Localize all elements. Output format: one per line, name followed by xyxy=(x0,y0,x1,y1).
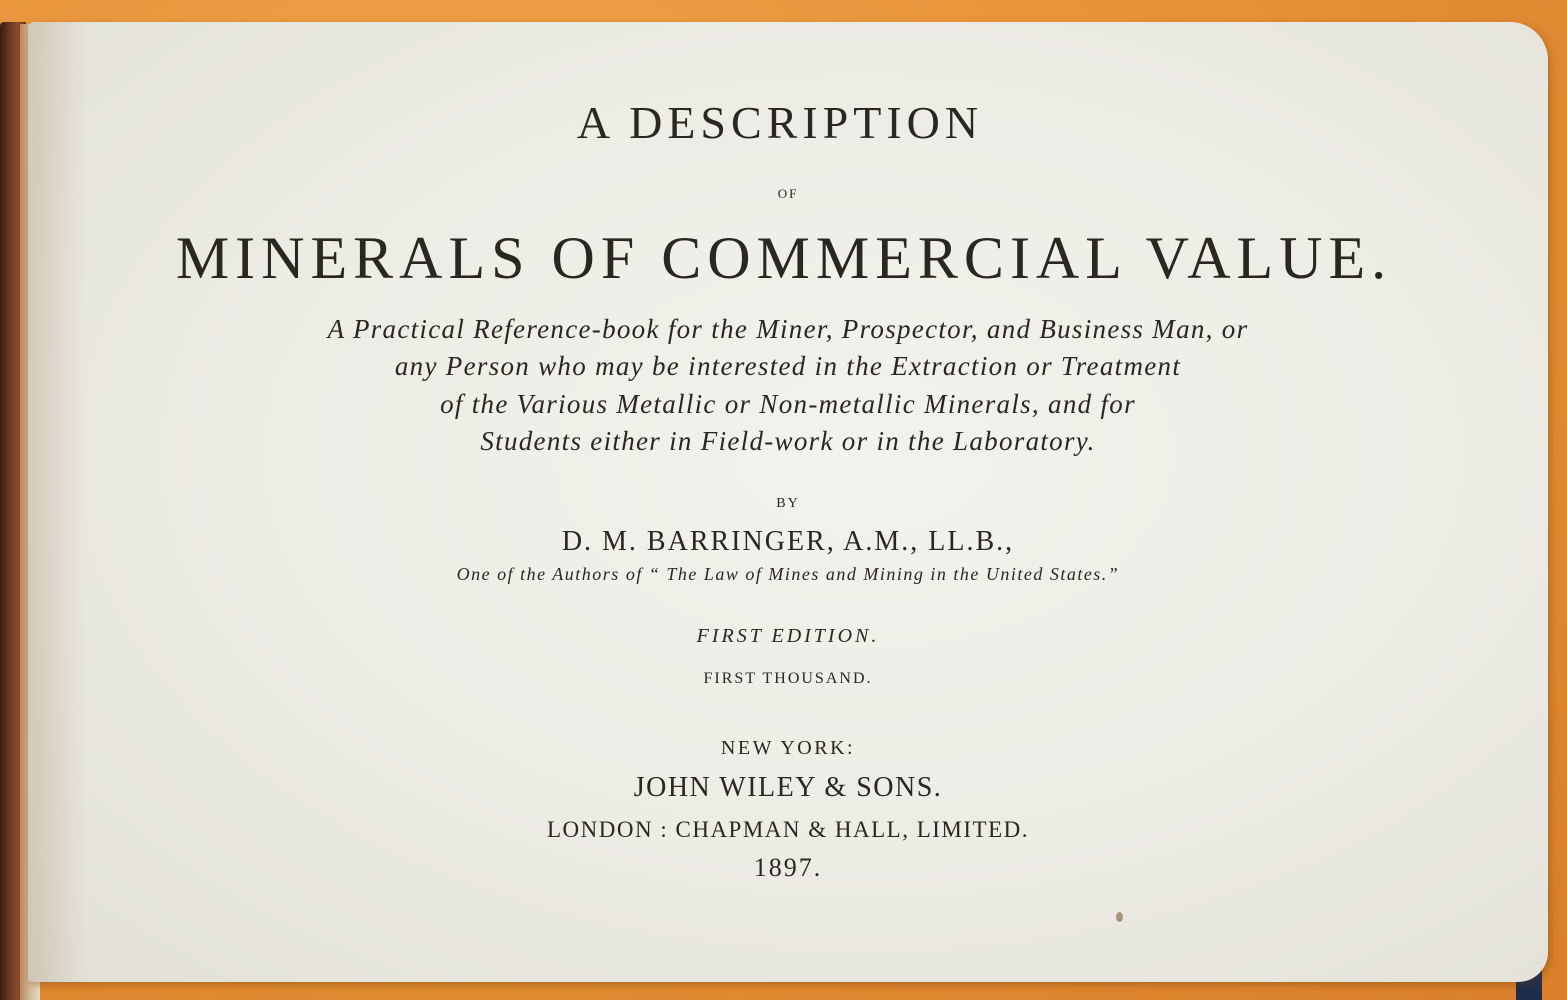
subtitle-line: any Person who may be interested in the Extraction or Treatment xyxy=(394,351,1182,381)
subtitle-line: of the Various Metallic or Non-metallic Minerals, and for xyxy=(440,389,1136,419)
by-line: BY xyxy=(776,496,800,511)
paper-speck xyxy=(1116,912,1123,922)
author-credit: One of the Authors of “ The Law of Mines and Mining in the United States.” xyxy=(456,564,1120,584)
london-publisher: LONDON : CHAPMAN & HALL, LIMITED. xyxy=(547,817,1029,842)
subtitle-line: A Practical Reference-book for the Miner, Prospector, and Business Man, or xyxy=(327,314,1249,344)
publication-year: 1897. xyxy=(753,853,823,882)
printing-line: FIRST THOUSAND. xyxy=(703,670,873,687)
publisher-name: JOHN WILEY & SONS. xyxy=(633,772,943,803)
subtitle-line: Students either in Field-work or in the Laboratory. xyxy=(480,426,1096,456)
publisher-city: NEW YORK: xyxy=(720,737,856,759)
title-line-of: OF xyxy=(777,186,799,201)
edition-line: FIRST EDITION. xyxy=(696,625,880,647)
main-title: MINERALS OF COMMERCIAL VALUE. xyxy=(175,225,1393,291)
author-name: D. M. BARRINGER, A.M., LL.B., xyxy=(561,526,1015,557)
title-line-description: A DESCRIPTION xyxy=(576,97,984,148)
